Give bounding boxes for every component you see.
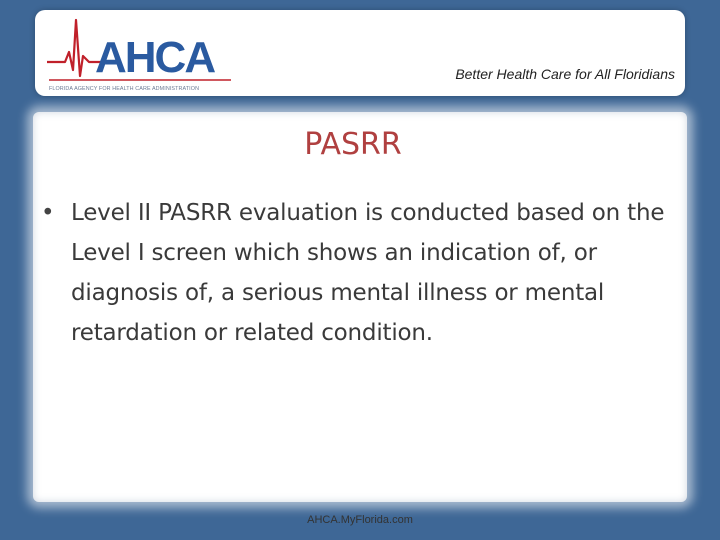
bullet-text: Level II PASRR evaluation is conducted based on the Level I screen which shows an indication of, or diagnosis of, a serious mental illness or mental retardation or related condition. [71, 200, 665, 346]
logo-text: AHCA [95, 33, 215, 82]
bullet-item [41, 193, 671, 353]
content-panel [33, 112, 687, 502]
header-banner [35, 10, 685, 96]
footer-url[interactable]: AHCA.MyFlorida.com [307, 514, 413, 526]
logo-subtitle: FLORIDA AGENCY FOR HEALTH CARE ADMINISTRATION [49, 86, 200, 92]
bullet-dot-icon: • [41, 200, 55, 226]
ahca-logo [45, 16, 235, 92]
slide-title: PASRR [304, 127, 402, 162]
tagline: Better Health Care for All Floridians [455, 66, 675, 82]
